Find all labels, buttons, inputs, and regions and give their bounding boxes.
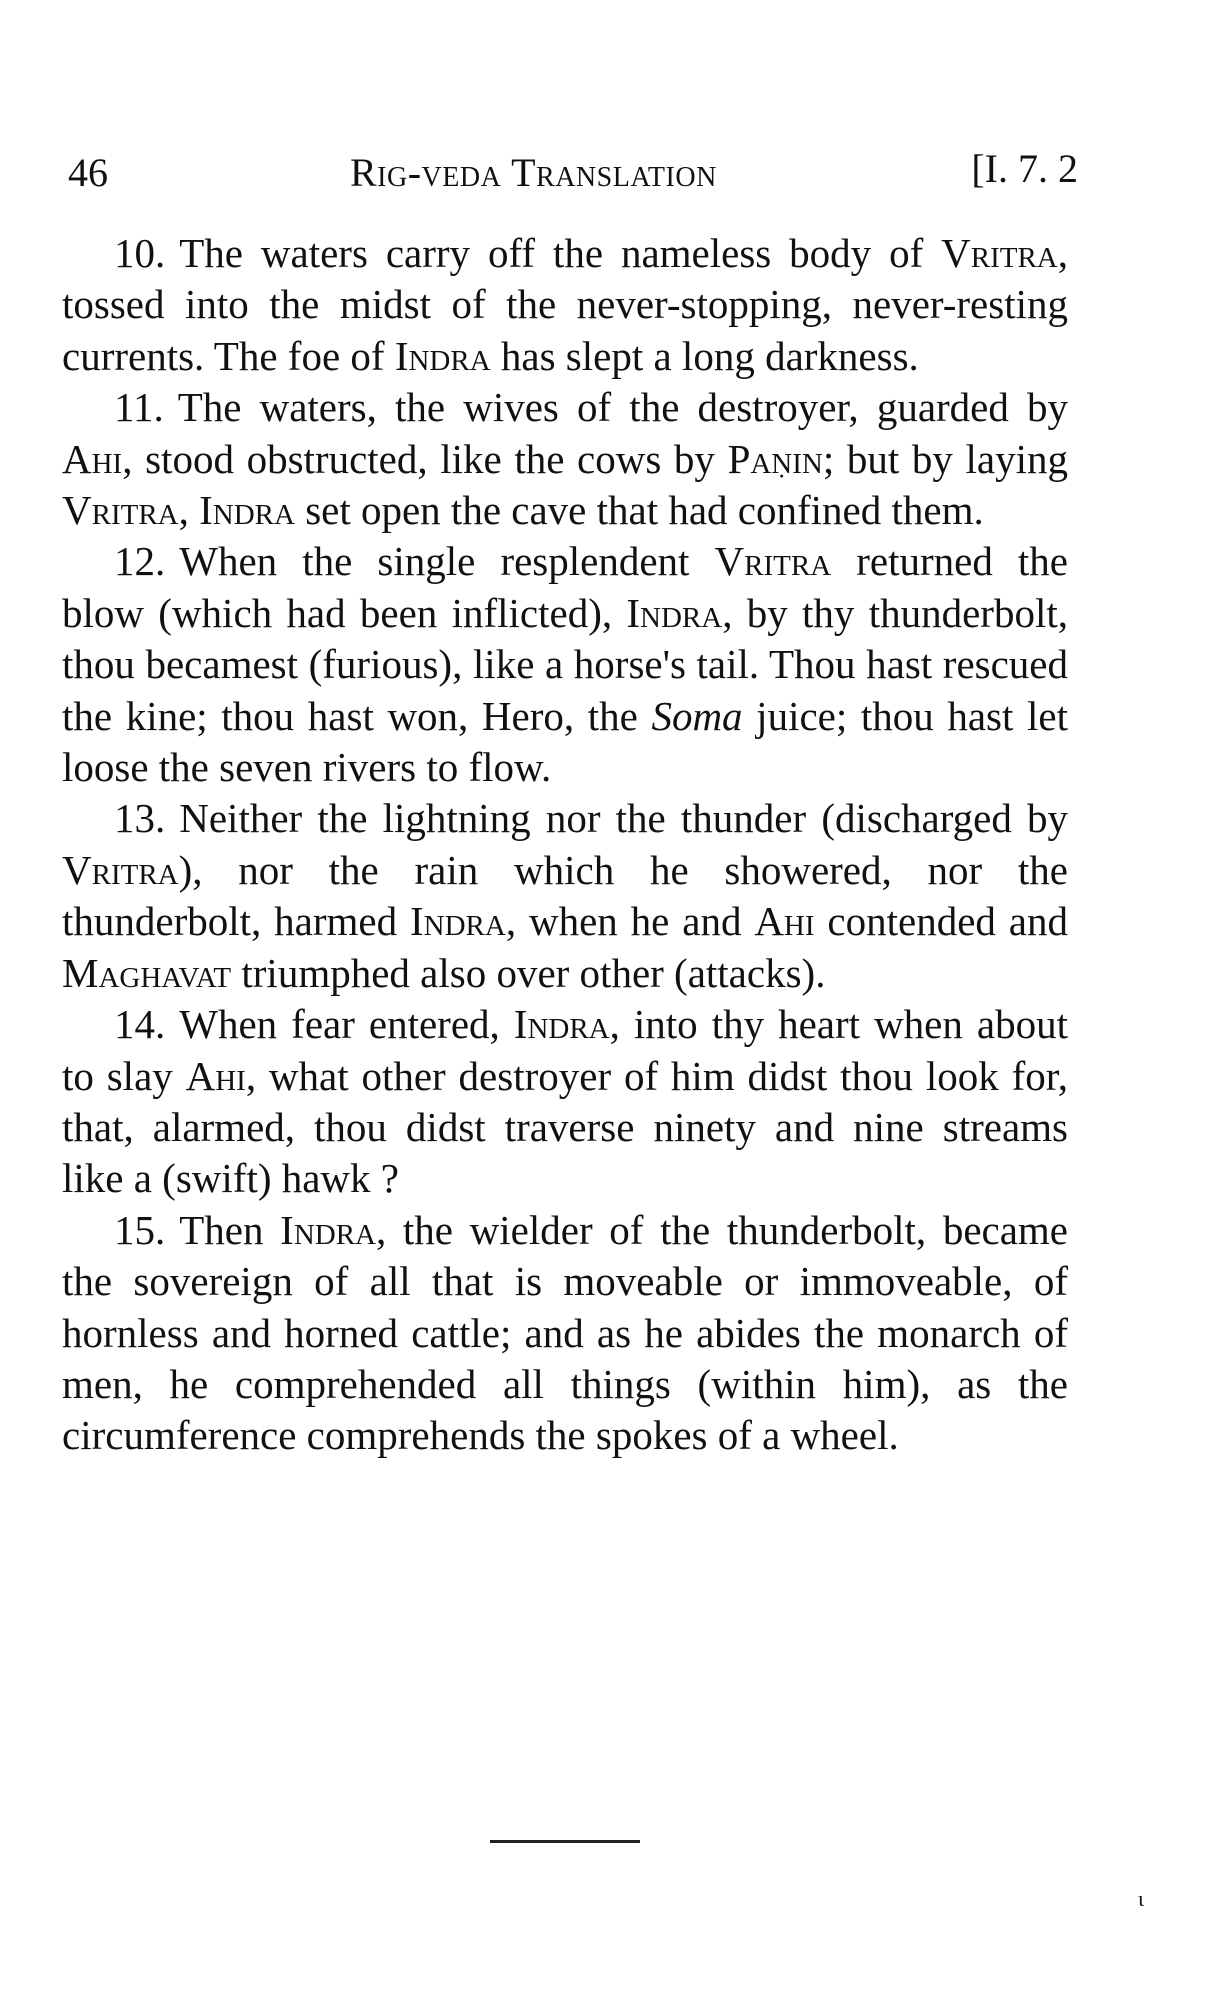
- verse-paragraph: [62, 536, 1068, 793]
- page-number: 46: [68, 150, 108, 195]
- verse-paragraph: [62, 793, 1068, 999]
- proper-name: Ahi: [185, 1052, 246, 1099]
- proper-name: Indra: [394, 332, 491, 379]
- proper-name: Ahi: [62, 435, 123, 482]
- verse-paragraph: [62, 1205, 1068, 1462]
- verse-text: has slept a long darkness.: [490, 332, 919, 379]
- end-rule: [490, 1840, 640, 1843]
- proper-name: Paṇin: [727, 435, 823, 482]
- running-head: [68, 148, 1078, 198]
- proper-name: Vritra: [714, 538, 832, 585]
- verse-text: set open the cave that had confined them.: [294, 487, 984, 534]
- verse-paragraph: [62, 228, 1068, 382]
- verse-text: ; but by laying: [822, 435, 1068, 482]
- verse-list: [62, 228, 1068, 1462]
- verse-text: , the wielder of the thunderbolt, became the sovereign of all that is moveable or immoveable, of hornless and horned cattle; and as he abides the monarch of men, he comprehended all things (within him), as the circumference comprehends the spokes of a wheel.: [62, 1206, 1068, 1459]
- proper-name: Vritra: [62, 487, 179, 534]
- verse-text: contended and: [814, 898, 1069, 945]
- verse-text: , tossed into the midst of the never-stopping, never-resting currents. The foe of: [62, 230, 1068, 379]
- verse-text: , what other destroyer of him didst thou look for, that, alarmed, thou didst traverse ninety and nine streams like a (swift) hawk ?: [62, 1052, 1069, 1202]
- verse-text: When fear entered,: [179, 1001, 514, 1048]
- running-title: Rig-veda Translation: [350, 150, 717, 195]
- proper-name: Indra: [410, 898, 506, 945]
- verse-text: Then: [179, 1206, 281, 1253]
- verse-text: The waters, the wives of the destroyer, guarded by: [177, 384, 1068, 431]
- verse-text: ), nor the rain which he showered, nor the thunderbolt, harmed: [62, 846, 1068, 945]
- verse-paragraph: [62, 382, 1068, 536]
- verse-text: , by thy thunderbolt, thou becamest (furious), like a horse's tail. Thou hast rescued the kine; thou hast won, Hero, the: [62, 589, 1068, 739]
- proper-name: Vritra: [62, 846, 179, 893]
- proper-name: Ahi: [754, 898, 815, 945]
- verse-number: 15.: [114, 1206, 166, 1253]
- proper-name: Maghavat: [62, 949, 232, 996]
- verse-number: 10.: [114, 230, 166, 276]
- verse-text: The waters carry off the nameless body of: [179, 230, 942, 276]
- verse-text: ,: [178, 487, 200, 534]
- italic-term: Soma: [651, 692, 743, 739]
- verse-text: Neither the lightning nor the thunder (discharged by: [179, 795, 1068, 842]
- verse-text: triumphed also over other (attacks).: [231, 949, 826, 996]
- proper-name: Indra: [626, 589, 723, 636]
- verse-text: , into thy heart when about to slay: [62, 1001, 1068, 1099]
- verse-text: , when he and: [505, 898, 755, 945]
- verse-number: 11.: [114, 384, 164, 431]
- proper-name: Indra: [199, 487, 295, 534]
- proper-name: Vritra: [941, 230, 1058, 276]
- section-reference: [I. 7. 2: [971, 146, 1078, 191]
- verse-number: 12.: [114, 538, 166, 585]
- page-mark: ι: [1138, 1886, 1144, 1911]
- verse-text: When the single resplendent: [179, 538, 715, 585]
- verse-text: juice; thou hast let loose the seven rivers to flow.: [62, 692, 1068, 791]
- verse-text: returned the blow (which had been inflicted),: [62, 538, 1069, 636]
- verse-text: , stood obstructed, like the cows by: [122, 435, 728, 482]
- verse-number: 14.: [114, 1001, 166, 1048]
- proper-name: Indra: [280, 1206, 376, 1253]
- verse-number: 13.: [114, 795, 166, 842]
- verse-paragraph: [62, 999, 1068, 1205]
- proper-name: Indra: [513, 1001, 610, 1048]
